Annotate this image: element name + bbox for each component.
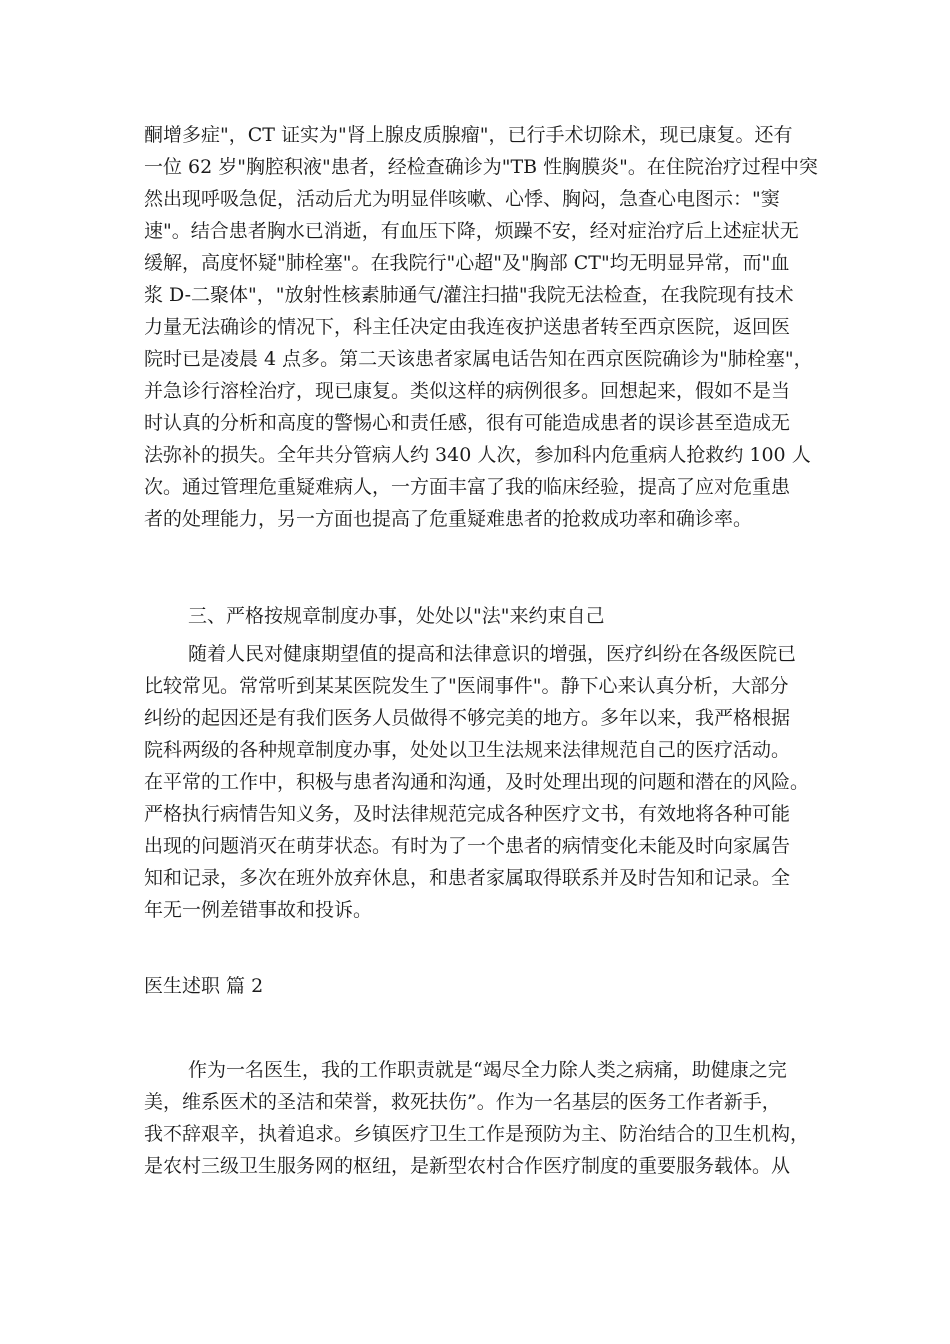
text-line: 时认真的分析和高度的警惕心和责任感，很有可能造成患者的误诊甚至造成无 [144,412,791,434]
text-line: 力量无法确诊的情况下，科主任决定由我连夜护送患者转至西京医院，返回医 [144,316,791,338]
text-line: 院时已是凌晨 4 点多。第二天该患者家属电话告知在西京医院确诊为"肺栓塞"， [144,348,813,370]
text-line: 在平常的工作中，积极与患者沟通和沟通，及时处理出现的问题和潜在的风险。 [144,771,810,793]
text-line: 缓解，高度怀疑"肺栓塞"。在我院行"心超"及"胸部 CT"均无明显异常，而"血 [144,252,790,274]
text-line: 一位 62 岁"胸腔积液"患者，经检查确诊为"TB 性胸膜炎"。在住院治疗过程中突 [144,156,818,178]
text-line: 是农村三级卫生服务网的枢纽，是新型农村合作医疗制度的重要服务载体。从 [144,1155,791,1177]
text-line: 酮增多症"，CT 证实为"肾上腺皮质腺瘤"，已行手术切除术，现已康复。还有 [144,124,793,146]
text-line: 然出现呼吸急促，活动后尤为明显伴咳嗽、心悸、胸闷，急查心电图示："窦 [144,188,780,210]
text-line: 美，维系医术的圣洁和荣誉，救死扶伤”。作为一名基层的医务工作者新手， [144,1091,781,1113]
text-line: 随着人民对健康期望值的提高和法律意识的增强，医疗纠纷在各级医院已 [188,643,797,665]
text-line: 者的处理能力，另一方面也提高了危重疑难患者的抢救成功率和确诊率。 [144,508,753,530]
section-title [144,970,824,1002]
text-line: 浆 D-二聚体"，"放射性核素肺通气/灌注扫描"我院无法检查，在我院现有技术 [144,284,794,306]
text-line: 纠纷的起因还是有我们医务人员做得不够完美的地方。多年以来，我严格根据 [144,707,791,729]
text-line: 法弥补的损失。全年共分管病人约 340 人次，参加科内危重病人抢救约 100 人 [144,444,811,466]
text-line: 知和记录，多次在班外放弃休息，和患者家属取得联系并及时告知和记录。全 [144,867,791,889]
section-title-text: 医生述职 篇 2 [144,975,264,997]
text-line: 出现的问题消灭在萌芽状态。有时为了一个患者的病情变化未能及时向家属告 [144,835,791,857]
text-line: 次。通过管理危重疑难病人，一方面丰富了我的临床经验，提高了应对危重患 [144,476,791,498]
text-line: 比较常见。常常听到某某医院发生了"医闹事件"。静下心来认真分析，大部分 [144,675,789,697]
paragraph-case-report [144,119,824,535]
heading-text: 三、严格按规章制度办事，处处以"法"来约束自己 [188,605,605,627]
text-line: 严格执行病情告知义务，及时法律规范完成各种医疗文书，有效地将各种可能 [144,803,791,825]
paragraph-duties [144,1054,824,1182]
text-line: 速"。结合患者胸水已消逝，有血压下降，烦躁不安，经对症治疗后上述症状无 [144,220,799,242]
text-line: 并急诊行溶栓治疗，现已康复。类似这样的病例很多。回想起来，假如不是当 [144,380,791,402]
section-heading [144,600,824,632]
text-line: 院科两级的各种规章制度办事，处处以卫生法规来法律规范自己的医疗活动。 [144,739,791,761]
text-line: 我不辞艰辛，执着追求。乡镇医疗卫生工作是预防为主、防治结合的卫生机构， [144,1123,810,1145]
paragraph-regulations [144,638,824,926]
text-line: 作为一名医生，我的工作职责就是“竭尽全力除人类之病痛，助健康之完 [188,1059,787,1081]
text-line: 年无一例差错事故和投诉。 [144,899,373,921]
